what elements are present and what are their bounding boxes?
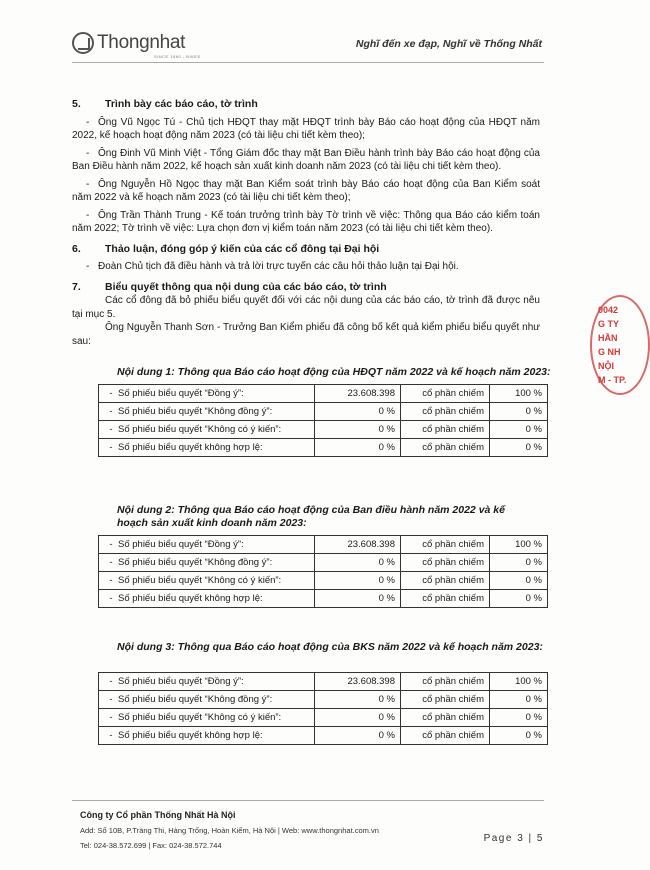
vote-section-title: Nội dung 3: Thông qua Báo cáo hoạt động của BKS năm 2022 và kế hoạch năm 2023: <box>117 641 543 653</box>
section-7-heading: 7. Biểu quyết thông qua nội dung của các báo cáo, tờ trình <box>72 280 387 293</box>
company-stamp: 0042 G TY HẦN G NH NỘI M - TP. <box>590 295 650 395</box>
section-6-item: - Đoàn Chủ tịch đã điều hành và trả lời trực tuyến các câu hỏi thảo luận tại Đại hội. <box>86 261 459 272</box>
logo-text: Thongnhat <box>97 32 186 53</box>
section-5-item: - Ông Trần Thành Trung - Kế toán trưởng trình bày Tờ trình về việc: Thông qua Báo cáo kiểm toán năm 2022; Tờ trình về việc: Lựa chọn đơn vị kiểm toán năm 2023 (có tài liệu chi tiết kèm theo). <box>72 209 540 234</box>
footer-divider <box>72 800 544 801</box>
table-row: - Số phiếu biểu quyết không hợp lệ: 0 % cổ phần chiếm 0 % <box>99 727 548 745</box>
table-row: - Số phiếu biểu quyết “Đồng ý”: 23.608.398 cổ phần chiếm 100 % <box>99 673 548 691</box>
header-divider <box>72 62 544 63</box>
vote-section-title: Nội dung 2: Thông qua Báo cáo hoạt động của Ban điều hành năm 2022 và kế hoạch sản xuất kinh doanh năm 2023: <box>117 504 505 529</box>
section-5-item: - Ông Nguyễn Hồ Ngọc thay mặt Ban Kiểm soát trình bày Báo cáo hoạt động của Ban Kiểm soát năm 2022 và kế hoạch năm 2023 (có tài liệu chi tiết kèm theo); <box>72 178 540 203</box>
section-7-para: Các cổ đông đã bỏ phiếu biểu quyết đối với các nội dung của các báo cáo, tờ trình đã được nêu tại mục 5. <box>72 295 540 320</box>
section-7-para: Ông Nguyễn Thanh Sơn - Trưởng Ban Kiểm phiếu đã công bố kết quả kiểm phiếu biểu quyết như sau: <box>72 322 540 347</box>
footer-contact: Tel: 024-38.572.699 | Fax: 024-38.572.744 <box>80 841 222 850</box>
table-row: - Số phiếu biểu quyết “Đồng ý”: 23.608.398 cổ phần chiếm 100 % <box>99 385 548 403</box>
vote-table <box>98 535 548 608</box>
page-number: Page 3 | 5 <box>483 833 544 844</box>
footer-company: Công ty Cổ phần Thống Nhất Hà Nội <box>80 810 236 820</box>
table-row: - Số phiếu biểu quyết “Không đồng ý”: 0 % cổ phần chiếm 0 % <box>99 691 548 709</box>
page-header <box>72 30 542 62</box>
vote-table <box>98 672 548 745</box>
footer-address: Add: Số 10B, P.Tràng Thi, Hàng Trống, Hoàn Kiếm, Hà Nội | Web: www.thongnhat.com.vn <box>80 826 379 835</box>
vote-section-title: Nội dung 1: Thông qua Báo cáo hoạt động của HĐQT năm 2022 và kế hoạch năm 2023: <box>117 366 551 378</box>
table-row: - Số phiếu biểu quyết “Đồng ý”: 23.608.398 cổ phần chiếm 100 % <box>99 536 548 554</box>
logo-icon <box>72 32 94 54</box>
table-row: - Số phiếu biểu quyết “Không có ý kiến”: 0 % cổ phần chiếm 0 % <box>99 709 548 727</box>
table-row: - Số phiếu biểu quyết không hợp lệ: 0 % cổ phần chiếm 0 % <box>99 590 548 608</box>
section-5-heading: 5. Trình bày các báo cáo, tờ trình <box>72 98 258 110</box>
section-5-item: - Ông Vũ Ngọc Tú - Chủ tịch HĐQT thay mặt HĐQT trình bày Báo cáo hoạt động của HĐQT năm 2022, kế hoạch hoạt động năm 2023 (có tài liệu chi tiết kèm theo); <box>72 116 540 141</box>
table-row: - Số phiếu biểu quyết “Không có ý kiến”: 0 % cổ phần chiếm 0 % <box>99 421 548 439</box>
document-body <box>72 98 540 348</box>
table-row: - Số phiếu biểu quyết không hợp lệ: 0 % cổ phần chiếm 0 % <box>99 439 548 457</box>
table-row: - Số phiếu biểu quyết “Không đồng ý”: 0 % cổ phần chiếm 0 % <box>99 403 548 421</box>
section-6-heading: 6. Thảo luận, đóng góp ý kiến của các cổ đông tại Đại hội <box>72 242 380 255</box>
logo-subtitle: SINCE 1960 - BIKES <box>154 54 201 59</box>
header-slogan: Nghĩ đến xe đạp, Nghĩ về Thống Nhất <box>355 38 542 50</box>
table-row: - Số phiếu biểu quyết “Không có ý kiến”: 0 % cổ phần chiếm 0 % <box>99 572 548 590</box>
page-footer <box>80 808 544 853</box>
table-row: - Số phiếu biểu quyết “Không đồng ý”: 0 % cổ phần chiếm 0 % <box>99 554 548 572</box>
section-5-item: - Ông Đinh Vũ Minh Việt - Tổng Giám đốc thay mặt Ban Điều hành trình bày Báo cáo hoạt động của Ban Điều hành năm 2022, kế hoạch sản xuất kinh doanh năm 2023 (có tài liệu chi tiết kèm theo). <box>72 147 540 172</box>
company-logo <box>72 32 185 54</box>
vote-table <box>98 384 548 457</box>
